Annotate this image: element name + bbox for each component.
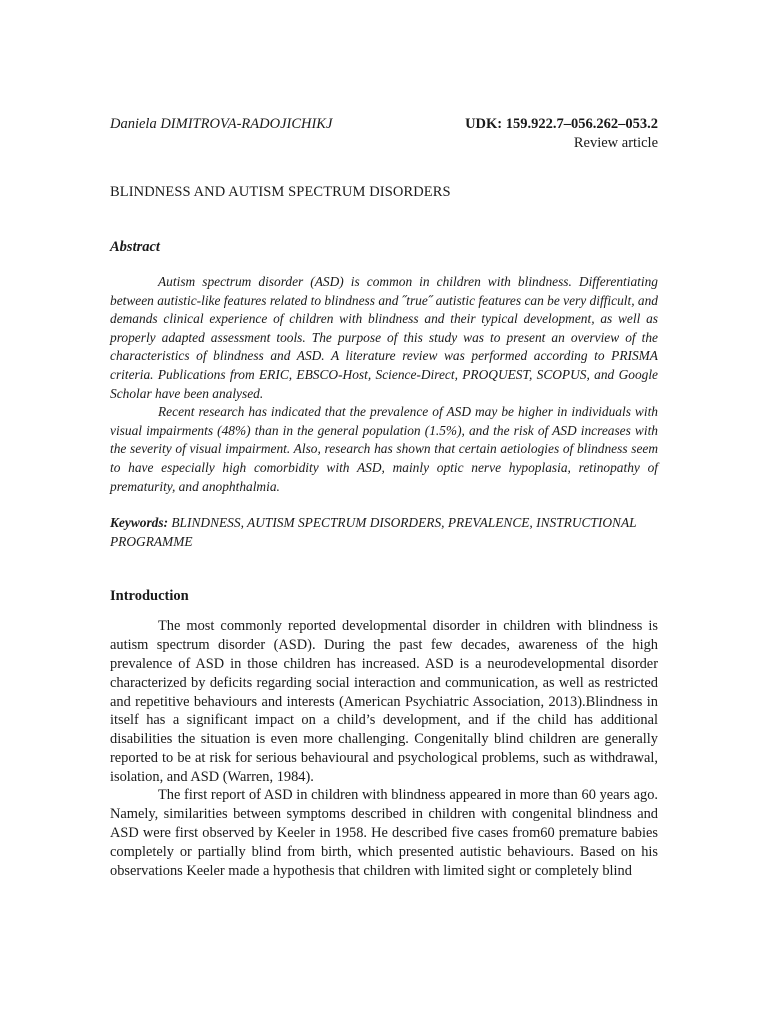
introduction-heading: Introduction — [110, 588, 189, 605]
keywords-text: BLINDNESS, AUTISM SPECTRUM DISORDERS, PREVALENCE, INSTRUCTIONAL PROGRAMME — [110, 515, 637, 549]
article-title: BLINDNESS AND AUTISM SPECTRUM DISORDERS — [110, 184, 451, 200]
classification-block — [465, 115, 658, 153]
article-header — [110, 115, 658, 153]
keywords — [110, 514, 658, 551]
article-type: Review article — [573, 135, 658, 151]
introduction-body — [110, 617, 658, 880]
abstract-body — [110, 273, 658, 496]
keywords-label: Keywords: — [110, 515, 169, 531]
udk-code: UDK: 159.922.7–056.262–053.2 — [465, 116, 658, 132]
abstract-paragraph: Recent research has indicated that the prevalence of ASD may be higher in individuals with visual impairments (48%) than in the general population (1.5%), and the risk of ASD increases with the severity of visual impairment. Also, research has shown that certain aetiologies of blindness seem to have especially high comorbidity with ASD, mainly optic nerve hypoplasia, retinopathy of prematurity, and anophthalmia. — [110, 404, 658, 494]
body-paragraph: The first report of ASD in children with blindness appeared in more than 60 years ago. Namely, similarities between symptoms described in children with congenital blindness and ASD were first observed by Keeler in 1958. He described five cases from60 premature babies completely or partially blind from birth, which presented autistic behaviours. Based on his observations Keeler made a hypothesis that children with limited sight or completely blind — [110, 787, 658, 879]
author-name: Daniela DIMITROVA-RADOJICHIKJ — [110, 116, 333, 132]
abstract-paragraph: Autism spectrum disorder (ASD) is common in children with blindness. Differentiating between autistic-like features related to blindness and ˝true˝ autistic features can be very difficult, and demands clinical experience of children with blindness and their typical development, as well as properly adapted assessment tools. The purpose of this study was to present an overview of the characteristics of blindness and ASD. A literature review was performed according to PRISMA criteria. Publications from ERIC, EBSCO-Host, Science-Direct, PROQUEST, SCOPUS, and Google Scholar have been analysed. — [110, 274, 658, 401]
abstract-heading: Abstract — [110, 239, 160, 255]
body-paragraph: The most commonly reported developmental disorder in children with blindness is autism spectrum disorder (ASD). During the past few decades, awareness of the high prevalence of ASD in those children has increased. ASD is a neurodevelopmental disorder characterized by deficits regarding social interaction and communication, as well as restricted and repetitive behaviours and interests (American Psychiatric Association, 2013).Blindness in itself has a significant impact on a child’s development, and if the child has additional disabilities the situation is even more challenging. Congenitally blind children are generally reported to be at risk for serious behavioural and psychological problems, such as withdrawal, isolation, and ASD (Warren, 1984). — [110, 618, 658, 785]
